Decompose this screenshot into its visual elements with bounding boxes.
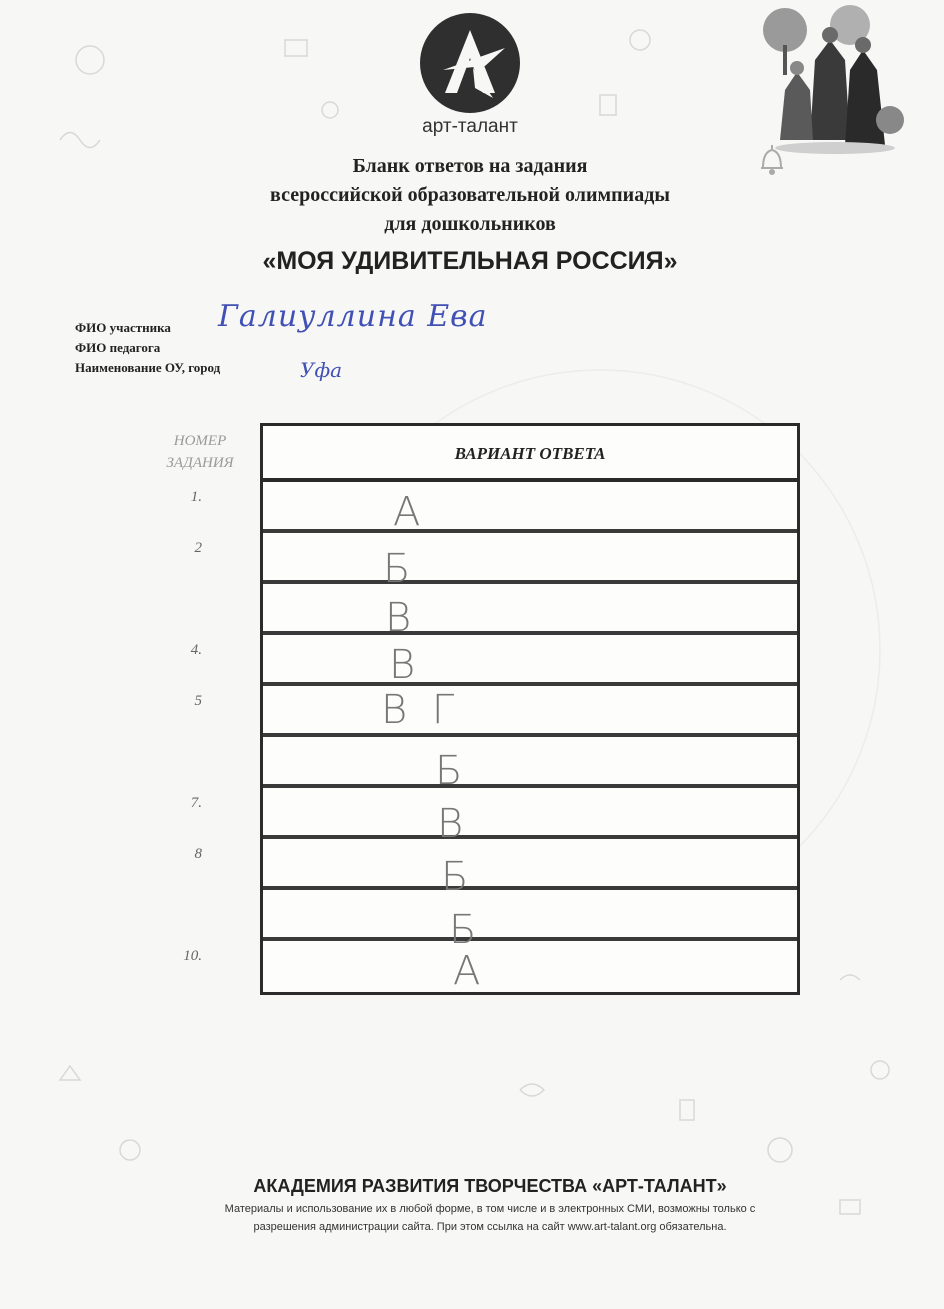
answer-row[interactable]: [263, 635, 797, 686]
task-number: 7.: [190, 795, 202, 811]
answer-value: Б: [383, 546, 411, 592]
footer: [150, 1173, 830, 1235]
answer-table: [260, 423, 800, 995]
title-line-3: для дошкольников: [384, 213, 556, 235]
answer-value: В: [437, 801, 464, 847]
title-line-1: Бланк ответов на задания: [352, 155, 588, 177]
task-number: [140, 582, 260, 633]
answer-value: В: [385, 595, 412, 641]
answer-value: А: [453, 948, 481, 994]
answer-value: Б: [449, 907, 477, 953]
answer-row[interactable]: [263, 890, 797, 953]
art-talant-logo: [415, 8, 525, 118]
footer-note-line-1: Материалы и использование их в любой форме, в том числе и в электронных СМИ, возможны только с: [224, 1203, 756, 1215]
participant-info: [75, 318, 220, 378]
answer-row[interactable]: [263, 584, 797, 641]
task-number: 10.: [183, 948, 202, 964]
answer-row[interactable]: [263, 737, 797, 794]
bell-icon: [757, 142, 787, 176]
answer-row[interactable]: [263, 788, 797, 847]
answer-row[interactable]: [263, 686, 797, 737]
task-number-column: [140, 424, 260, 990]
task-number: [140, 888, 260, 939]
task-number: 5: [194, 693, 202, 709]
answer-row[interactable]: [263, 839, 797, 900]
footer-note-line-2: разрешения администрации сайта. При этом ссылка на сайт www.art-talant.org обязательна.: [253, 1221, 727, 1233]
participant-name-handwritten: Галиуллина Ева: [218, 299, 488, 334]
answer-value: В Г: [381, 687, 461, 733]
answer-value: Б: [441, 854, 469, 900]
task-number: 2: [194, 540, 202, 556]
answer-value: А: [393, 489, 421, 535]
brand-name: арт-талант: [422, 116, 518, 137]
answer-header: ВАРИАНТ ОТВЕТА: [263, 426, 797, 482]
task-number: 8: [194, 846, 202, 862]
participant-label: ФИО участника: [75, 320, 171, 335]
task-number: 1.: [190, 489, 202, 505]
teacher-label: ФИО педагога: [75, 340, 161, 355]
answer-value: В: [389, 642, 416, 688]
answer-row[interactable]: [263, 941, 797, 992]
task-number: [140, 735, 260, 786]
footer-org-name: АКАДЕМИЯ РАЗВИТИЯ ТВОРЧЕСТВА «АРТ-ТАЛАНТ»: [253, 1176, 727, 1196]
folk-art-illustration: [755, 0, 905, 160]
answer-row[interactable]: [263, 533, 797, 592]
answer-row[interactable]: [263, 482, 797, 533]
title-line-2: всероссийской образовательной олимпиады: [270, 184, 670, 206]
answer-value: Б: [435, 748, 463, 794]
sheet-title: [190, 152, 750, 281]
city-handwritten: Уфа: [300, 358, 343, 382]
school-label: Наименование ОУ, город: [75, 360, 221, 375]
task-number: 4.: [190, 642, 202, 658]
olympiad-name: «МОЯ УДИВИТЕЛЬНАЯ РОССИЯ»: [262, 247, 678, 275]
task-number-header: НОМЕР ЗАДАНИЯ: [166, 433, 234, 471]
